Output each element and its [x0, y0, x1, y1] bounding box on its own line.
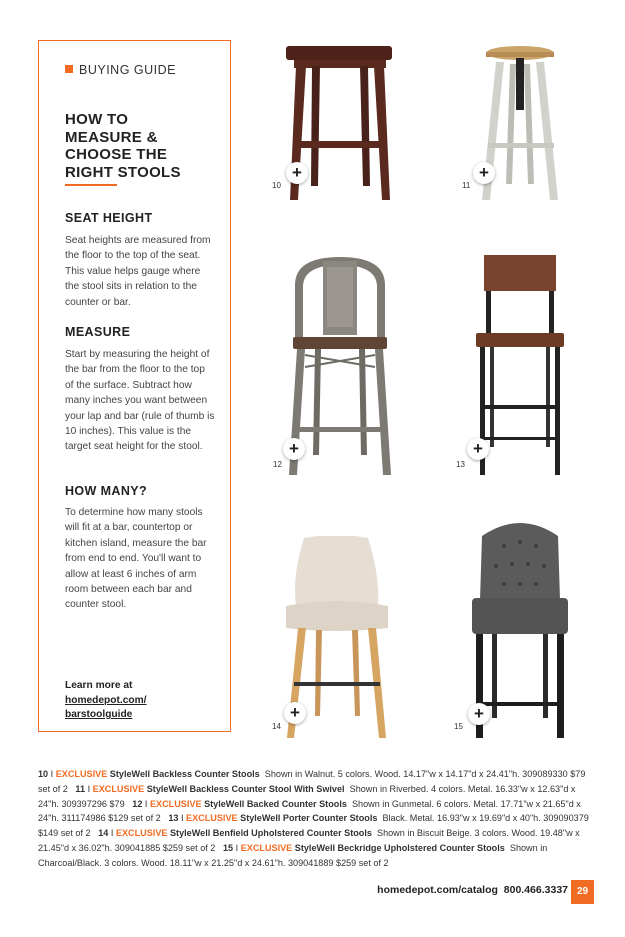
exclusive-badge: EXCLUSIVE — [115, 828, 168, 839]
learn-more-link-path[interactable]: barstoolguide — [65, 709, 133, 720]
title-divider — [65, 184, 117, 186]
product-name: StyleWell Porter Counter Stools — [240, 813, 378, 824]
product-description: Shown in Riverbed. 4 colors. Metal. 16.33"w x 12.63"d x 24"h. 309397296 $79 — [38, 783, 576, 809]
learn-more — [65, 679, 147, 723]
guide-title: HOW TO MEASURE & CHOOSE THE RIGHT STOOLS — [65, 111, 181, 181]
product-name: StyleWell Benfield Upholstered Counter Stools — [169, 828, 372, 839]
exclusive-badge: EXCLUSIVE — [149, 798, 202, 809]
product-details — [38, 767, 598, 871]
product-image-14[interactable] — [272, 536, 392, 740]
detail-separator: I — [142, 798, 150, 809]
section-heading-seat-height: SEAT HEIGHT — [65, 211, 153, 225]
product-number-10: 10 — [272, 181, 281, 190]
product-image-11[interactable] — [462, 44, 570, 204]
catalog-link[interactable]: homedepot.com/catalog — [377, 884, 498, 896]
detail-id: 11 — [75, 783, 86, 794]
detail-id: 15 — [222, 842, 234, 853]
add-product-14-button[interactable]: + — [284, 702, 306, 724]
exclusive-badge: EXCLUSIVE — [240, 842, 293, 853]
detail-id: 14 — [98, 828, 109, 839]
product-image-15[interactable] — [454, 516, 572, 740]
exclusive-badge: EXCLUSIVE — [55, 769, 108, 779]
section-body-seat-height: Seat heights are measured from the floor to the top of the seat. This value helps gauge where the stool sits in relation to the counter or bar. — [65, 235, 211, 308]
page-number: 29 — [571, 880, 594, 904]
product-number-13: 13 — [456, 460, 465, 469]
detail-separator: I — [178, 813, 187, 824]
product-description: Shown in Gunmetal. 6 colors. Metal. 17.71"w x 21.65"d x 24"h. 311174986 $129 set of 2 — [38, 798, 581, 824]
product-description: Shown in Biscuit Beige. 3 colors. Wood. 19.48"w x 21.45"d x 36.02"h. 309041885 $259 set of 2 — [38, 828, 580, 853]
product-description: Shown in Walnut. 5 colors. Wood. 14.17"w x 14.17"d x 24.41"h. 309089330 $79 set of 2 — [38, 769, 586, 794]
section-body-measure: Start by measuring the height of the bar from the floor to the top of the surface. Subtract how many inches you want between your lap and bar (rule of thumb is 10 inches). This value is the target seat height for the stool. — [65, 349, 215, 453]
product-image-12[interactable] — [273, 255, 395, 477]
detail-id: 12 — [132, 798, 143, 809]
product-number-12: 12 — [273, 460, 282, 469]
learn-more-label: Learn more at — [65, 680, 133, 691]
detail-separator: I — [108, 828, 116, 839]
exclusive-badge: EXCLUSIVE — [92, 783, 145, 794]
detail-id: 13 — [168, 813, 179, 824]
detail-separator: I — [85, 783, 93, 794]
detail-id: 10 — [38, 769, 49, 779]
detail-separator: I — [233, 842, 241, 853]
add-product-15-button[interactable]: + — [468, 703, 490, 725]
product-number-14: 14 — [272, 722, 281, 731]
phone-number: 800.466.3337 — [503, 884, 568, 896]
footer-contact — [377, 884, 568, 896]
product-description: Black. Metal. 16.93"w x 19.69"d x 40"h. 309090379 $149 set of 2 — [38, 813, 589, 839]
section-body-how-many: To determine how many stools will fit at a bar, countertop or kitchen island, measure the bar from end to end. You'll want to allow at least 6 inches of arm room between each bar and counter stool. — [65, 507, 207, 611]
product-name: StyleWell Beckridge Upholstered Counter Stools — [294, 842, 505, 853]
learn-more-link[interactable]: homedepot.com/ — [65, 694, 147, 706]
section-heading-how-many: HOW MANY? — [65, 484, 148, 498]
product-image-10[interactable] — [272, 44, 400, 204]
buying-guide-tag — [65, 63, 176, 77]
add-product-11-button[interactable]: + — [473, 162, 495, 184]
add-product-12-button[interactable]: + — [283, 438, 305, 460]
add-product-10-button[interactable]: + — [286, 162, 308, 184]
product-number-15: 15 — [454, 722, 463, 731]
product-description: Shown in Charcoal/Black. 3 colors. Wood. 18.11"w x 21.25"d x 24.61"h. 309041889 $259 set of 2 — [38, 842, 548, 868]
buying-guide-box — [38, 40, 231, 732]
product-name: StyleWell Backless Counter Stool With Swivel — [146, 783, 345, 794]
product-image-13[interactable] — [456, 255, 570, 477]
product-name: StyleWell Backless Counter Stools — [109, 769, 260, 779]
section-heading-measure: MEASURE — [65, 325, 131, 339]
buying-guide-tag-label: BUYING GUIDE — [79, 63, 176, 77]
add-product-13-button[interactable]: + — [467, 438, 489, 460]
product-number-11: 11 — [462, 181, 471, 190]
exclusive-badge: EXCLUSIVE — [186, 813, 238, 824]
orange-square-icon — [65, 65, 73, 73]
detail-separator: I — [48, 769, 56, 779]
product-name: StyleWell Backed Counter Stools — [204, 798, 347, 809]
